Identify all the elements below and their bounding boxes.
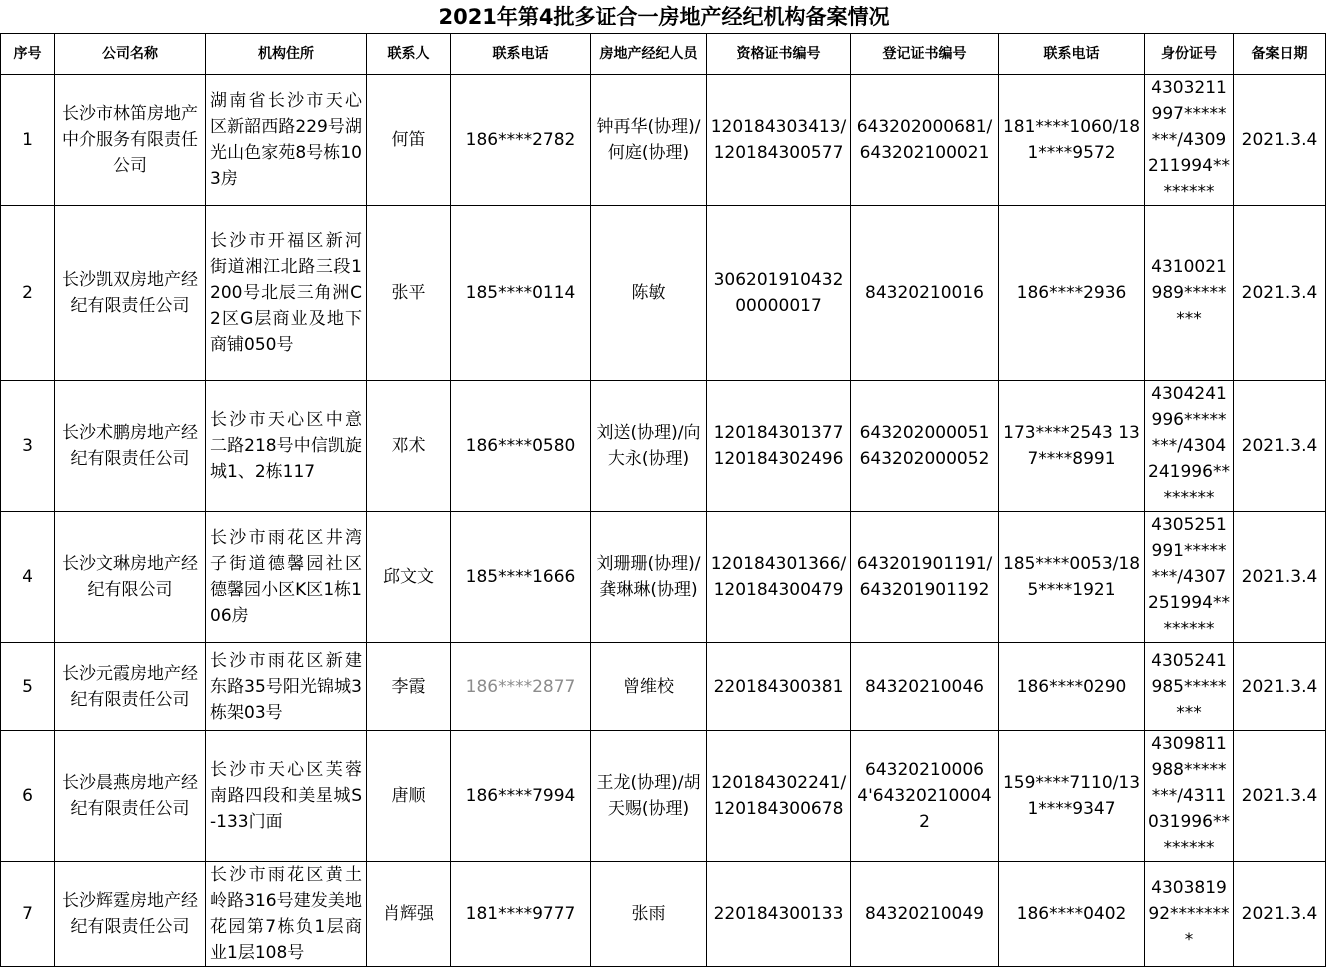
cell-contact: 唐顺: [367, 731, 451, 862]
header-id-number: 身份证号: [1145, 34, 1234, 75]
header-agent-phone: 联系电话: [999, 34, 1145, 75]
cell-date: 2021.3.4: [1234, 862, 1326, 967]
cell-qualification-no: 220184300133: [707, 862, 851, 967]
cell-qualification-no: 120184301377 120184302496: [707, 381, 851, 512]
cell-qualification-no: 120184302241/120184300678: [707, 731, 851, 862]
cell-index: 5: [1, 643, 55, 731]
cell-agent-phone: 173****2543 137****8991: [999, 381, 1145, 512]
cell-id-number: 4310021989********: [1145, 206, 1234, 381]
cell-company: 长沙术鹏房地产经纪有限责任公司: [55, 381, 206, 512]
cell-address: 长沙市雨花区新建东路35号阳光锦城3栋架03号: [206, 643, 367, 731]
cell-phone: 186****2782: [451, 75, 591, 206]
cell-phone: 185****0114: [451, 206, 591, 381]
cell-agents: 刘送(协理)/向大永(协理): [591, 381, 707, 512]
header-row: [1, 34, 1326, 75]
cell-address: 长沙市天心区芙蓉南路四段和美星城S-133门面: [206, 731, 367, 862]
cell-company: 长沙凯双房地产经纪有限责任公司: [55, 206, 206, 381]
cell-agent-phone: 186****0402: [999, 862, 1145, 967]
cell-registration-no: 643202000051 643202000052: [851, 381, 999, 512]
cell-company: 长沙元霞房地产经纪有限责任公司: [55, 643, 206, 731]
cell-qualification-no: 120184301366/120184300479: [707, 512, 851, 643]
cell-contact: 李霞: [367, 643, 451, 731]
cell-address: 长沙市雨花区井湾子街道德馨园社区德馨园小区K区1栋106房: [206, 512, 367, 643]
header-phone: 联系电话: [451, 34, 591, 75]
cell-date: 2021.3.4: [1234, 731, 1326, 862]
cell-registration-no: 643201901191/643201901192: [851, 512, 999, 643]
cell-id-number: 4305241985********: [1145, 643, 1234, 731]
cell-agents: 曾维校: [591, 643, 707, 731]
cell-registration-no: 643202000681/643202100021: [851, 75, 999, 206]
cell-agent-phone: 186****0290: [999, 643, 1145, 731]
cell-company: 长沙文琳房地产经纪有限公司: [55, 512, 206, 643]
cell-date: 2021.3.4: [1234, 75, 1326, 206]
cell-agent-phone: 181****1060/181****9572: [999, 75, 1145, 206]
cell-index: 6: [1, 731, 55, 862]
cell-agents: 刘珊珊(协理)/龚琳琳(协理): [591, 512, 707, 643]
header-index: 序号: [1, 34, 55, 75]
cell-contact: 邓术: [367, 381, 451, 512]
header-date: 备案日期: [1234, 34, 1326, 75]
cell-index: 1: [1, 75, 55, 206]
cell-id-number: 4309811988********/4311031996********: [1145, 731, 1234, 862]
table-row: [1, 512, 1326, 643]
cell-registration-no: 84320210016: [851, 206, 999, 381]
sheet-title: 2021年第4批多证合一房地产经纪机构备案情况: [438, 5, 890, 29]
cell-agent-phone: 185****0053/185****1921: [999, 512, 1145, 643]
cell-registration-no: 84320210049: [851, 862, 999, 967]
cell-contact: 肖辉强: [367, 862, 451, 967]
cell-qualification-no: 30620191043200000017: [707, 206, 851, 381]
cell-date: 2021.3.4: [1234, 206, 1326, 381]
cell-registration-no: 643202100064'643202100042: [851, 731, 999, 862]
cell-agents: 王龙(协理)/胡天赐(协理): [591, 731, 707, 862]
table-row: [1, 643, 1326, 731]
cell-date: 2021.3.4: [1234, 643, 1326, 731]
cell-address: 长沙市天心区中意二路218号中信凯旋城1、2栋117: [206, 381, 367, 512]
cell-index: 2: [1, 206, 55, 381]
header-contact: 联系人: [367, 34, 451, 75]
cell-agent-phone: 159****7110/131****9347: [999, 731, 1145, 862]
cell-contact: 邱文文: [367, 512, 451, 643]
cell-company: 长沙晨燕房地产经纪有限责任公司: [55, 731, 206, 862]
cell-date: 2021.3.4: [1234, 381, 1326, 512]
header-company: 公司名称: [55, 34, 206, 75]
table-row: [1, 75, 1326, 206]
cell-qualification-no: 120184303413/120184300577: [707, 75, 851, 206]
table-row: [1, 862, 1326, 967]
cell-phone: 186****0580: [451, 381, 591, 512]
cell-phone: 186****2877: [451, 643, 591, 731]
cell-id-number: 430381992********: [1145, 862, 1234, 967]
cell-id-number: 4304241996********/4304241996********: [1145, 381, 1234, 512]
cell-address: 长沙市开福区新河街道湘江北路三段1200号北辰三角洲C2区G层商业及地下商铺050号: [206, 206, 367, 381]
table-row: [1, 206, 1326, 381]
cell-index: 7: [1, 862, 55, 967]
table-row: [1, 731, 1326, 862]
header-agents: 房地产经纪人员: [591, 34, 707, 75]
table-row: [1, 381, 1326, 512]
cell-address: 湖南省长沙市天心区新韶西路229号湖光山色家苑8号栋103房: [206, 75, 367, 206]
cell-contact: 张平: [367, 206, 451, 381]
cell-agents: 钟再华(协理)/何庭(协理): [591, 75, 707, 206]
header-registration-no: 登记证书编号: [851, 34, 999, 75]
cell-id-number: 4305251991********/4307251994********: [1145, 512, 1234, 643]
record-table: [0, 33, 1326, 967]
cell-phone: 186****7994: [451, 731, 591, 862]
cell-agents: 张雨: [591, 862, 707, 967]
cell-phone: 185****1666: [451, 512, 591, 643]
cell-registration-no: 84320210046: [851, 643, 999, 731]
cell-contact: 何笛: [367, 75, 451, 206]
cell-qualification-no: 220184300381: [707, 643, 851, 731]
cell-agent-phone: 186****2936: [999, 206, 1145, 381]
cell-phone: 181****9777: [451, 862, 591, 967]
cell-date: 2021.3.4: [1234, 512, 1326, 643]
cell-company: 长沙市林笛房地产中介服务有限责任公司: [55, 75, 206, 206]
cell-id-number: 4303211997********/4309211994********: [1145, 75, 1234, 206]
cell-address: 长沙市雨花区黄土岭路316号建发美地花园第7栋负1层商业1层108号: [206, 862, 367, 967]
cell-index: 4: [1, 512, 55, 643]
header-address: 机构住所: [206, 34, 367, 75]
cell-agents: 陈敏: [591, 206, 707, 381]
header-qualification-no: 资格证书编号: [707, 34, 851, 75]
cell-index: 3: [1, 381, 55, 512]
cell-company: 长沙辉霆房地产经纪有限责任公司: [55, 862, 206, 967]
